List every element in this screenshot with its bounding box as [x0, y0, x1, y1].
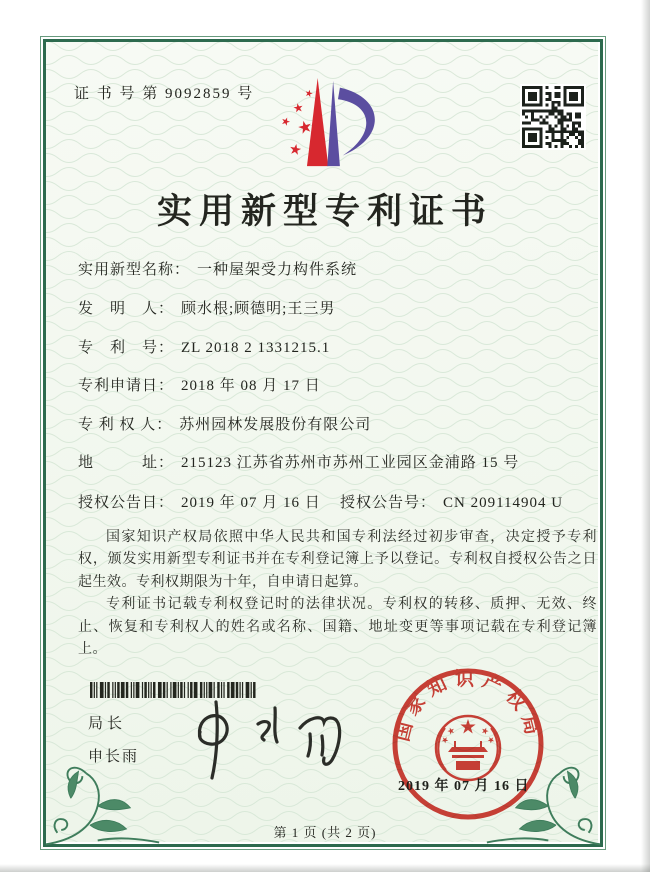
field-row	[78, 491, 610, 512]
field-label: 授权公告号：	[340, 495, 437, 511]
scan-edge-shadow-bottom	[0, 864, 650, 872]
official-seal-icon	[388, 664, 548, 824]
certificate-number: 证 书 号 第 9092859 号	[74, 86, 255, 102]
field-value: 一种屋架受力构件系统	[197, 262, 358, 278]
qr-code	[520, 84, 586, 150]
field-pair-2	[340, 491, 563, 512]
legal-text	[78, 527, 597, 661]
field-row	[78, 297, 610, 318]
legal-paragraph-2: 专利证书记载专利权登记时的法律状况。专利权的转移、质押、无效、终止、恢复和专利权人的姓名或名称、国籍、地址变更等事项记载在专利登记簿上。	[78, 597, 597, 658]
field-row	[78, 336, 610, 357]
field-label: 专 利 号：	[78, 340, 175, 356]
scan-edge-shadow-right	[641, 0, 650, 872]
field-value: 2019 年 07 月 16 日	[181, 495, 321, 511]
seal-text: 国家知识产权局	[392, 669, 544, 744]
national-emblem-icon	[436, 716, 500, 780]
page-number: 第 1 页 (共 2 页)	[273, 825, 377, 840]
legal-paragraph-1: 国家知识产权局依照中华人民共和国专利法经过初步审查，决定授予专利权，颁发实用新型专利证书并在专利登记簿上予以登记。专利权自授权公告之日起生效。专利权期限为十年，自申请日起算。	[78, 530, 597, 590]
field-label: 专 利 权 人：	[78, 417, 173, 433]
field-row	[78, 413, 610, 434]
field-label: 专利申请日：	[78, 378, 175, 394]
seal-date: 2019 年 07 月 16 日	[398, 779, 530, 794]
cnipa-logo-icon	[278, 78, 396, 170]
field-row	[78, 374, 610, 395]
field-row	[78, 258, 610, 279]
field-value: 顾水根;顾德明;王三男	[181, 301, 336, 317]
field-row	[78, 451, 610, 472]
field-label: 实用新型名称：	[78, 262, 191, 278]
field-value: 215123 江苏省苏州市苏州工业园区金浦路 15 号	[181, 455, 520, 471]
field-value: ZL 2018 2 1331215.1	[181, 340, 331, 356]
field-label: 发 明 人：	[78, 301, 175, 317]
svg-text:国家知识产权局	[391, 667, 545, 744]
field-value: CN 209114904 U	[443, 495, 564, 511]
signer-title: 局长	[88, 716, 127, 732]
field-label: 地 址：	[78, 455, 175, 471]
certificate-title: 实用新型专利证书	[156, 192, 493, 231]
field-label: 授权公告日：	[78, 495, 175, 511]
field-value: 2018 年 08 月 17 日	[181, 378, 321, 394]
field-value: 苏州园林发展股份有限公司	[179, 417, 372, 433]
signer-name: 申长雨	[88, 749, 140, 765]
qr-code-svg	[522, 86, 584, 148]
signature-handwriting-icon	[172, 690, 352, 790]
